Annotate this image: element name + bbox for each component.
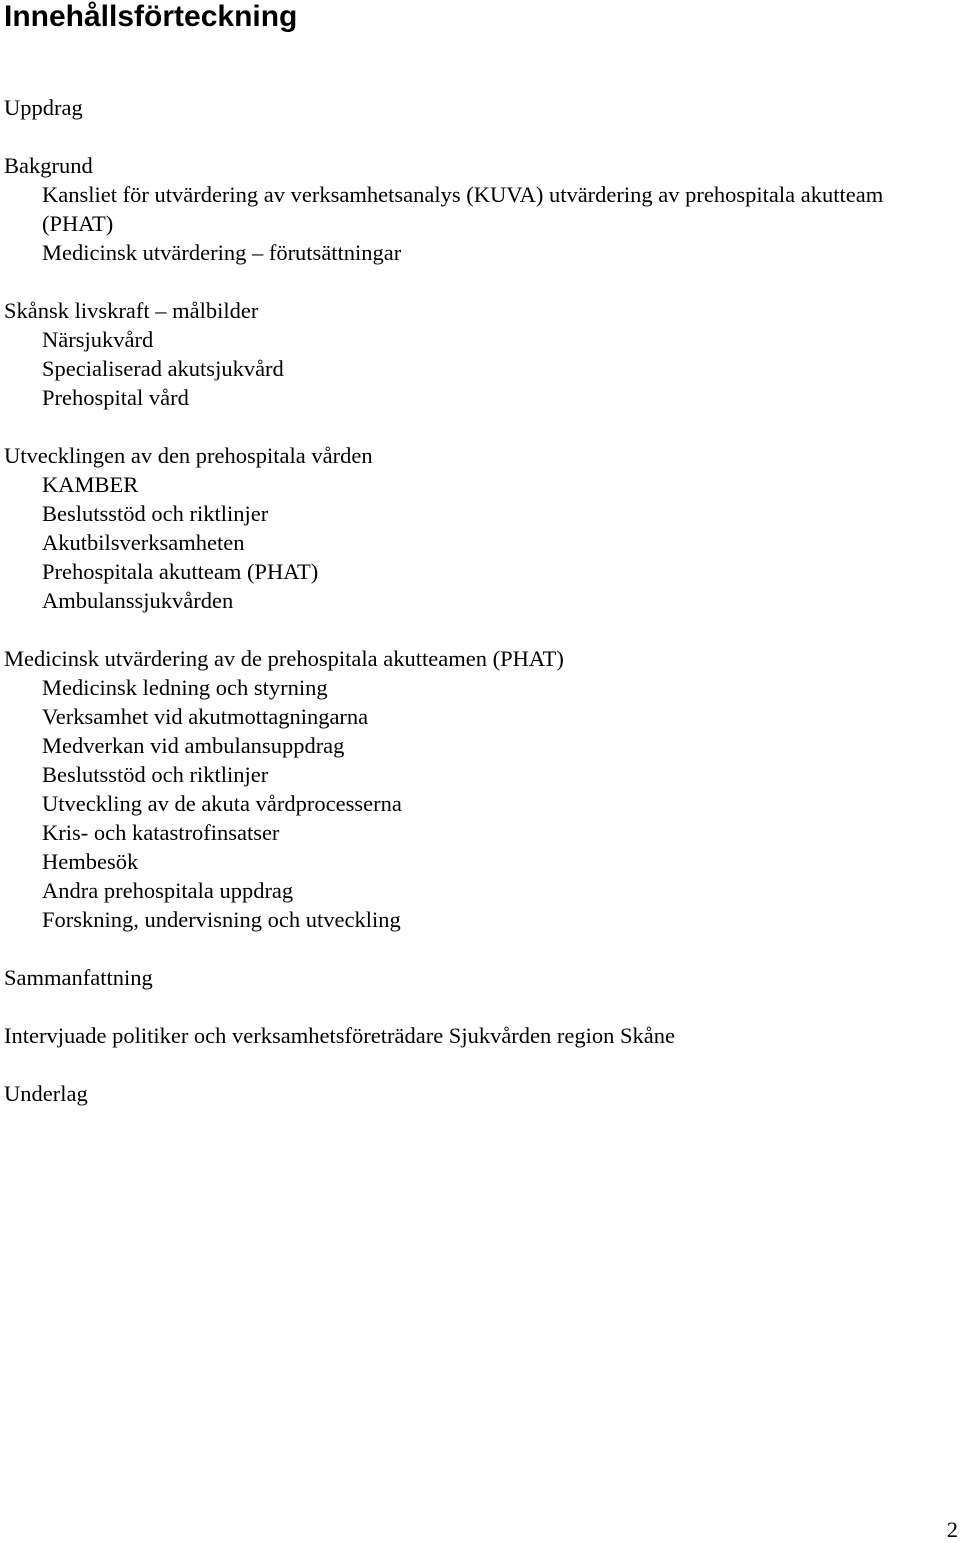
toc-subentry-medicinsk-ledning: Medicinsk ledning och styrning [42,675,328,700]
toc-entry-medicinsk-utvardering-phat: Medicinsk utvärdering av de prehospitala akutteamen (PHAT) [4,646,564,671]
toc-subentry-specialiserad-akutsjukvard: Specialiserad akutsjukvård [42,356,284,381]
toc-entry-skansk-livskraft: Skånsk livskraft – målbilder [4,298,259,323]
toc-entry-intervjuade: Intervjuade politiker och verksamhetsföreträdare Sjukvården region Skåne [4,1023,676,1048]
toc-subentry-kuva: Kansliet för utvärdering av verksamhetsanalys (KUVA) utvärdering av prehospitala akutteam (PHAT) [42,182,884,236]
toc-subentry-prehospital-vard: Prehospital vård [42,385,189,410]
toc-subentry-kris: Kris- och katastrofinsatser [42,820,280,845]
toc-entry-uppdrag: Uppdrag [4,95,83,120]
toc-subentry-prehospitala-akutteam: Prehospitala akutteam (PHAT) [42,559,319,584]
toc-entry-sammanfattning: Sammanfattning [4,965,153,990]
toc-subentry-narsjukvard: Närsjukvård [42,327,154,352]
toc-entry-underlag: Underlag [4,1081,88,1106]
toc-subentry-kamber: KAMBER [42,472,139,497]
toc-entry-utvecklingen: Utvecklingen av den prehospitala vården [4,443,373,468]
toc-entry-bakgrund: Bakgrund [4,153,93,178]
toc-subentry-beslutsstod-2: Beslutsstöd och riktlinjer [42,762,269,787]
page-number: 2 [946,1517,958,1542]
toc-subentry-forskning: Forskning, undervisning och utveckling [42,907,401,932]
toc-subentry-ambulanssjukvarden: Ambulanssjukvården [42,588,234,613]
toc-subentry-hembesok: Hembesök [42,849,139,874]
toc-subentry-ambulansuppdrag: Medverkan vid ambulansuppdrag [42,733,345,758]
toc-subentry-vardprocesser: Utveckling av de akuta vårdprocesserna [42,791,402,816]
toc-subentry-beslutsstod-1: Beslutsstöd och riktlinjer [42,501,269,526]
toc-subentry-medicinsk-utvardering-forutsattningar: Medicinsk utvärdering – förutsättningar [42,240,402,265]
toc-subentry-andra-uppdrag: Andra prehospitala uppdrag [42,878,294,903]
toc-subentry-akutbilsverksamheten: Akutbilsverksamheten [42,530,245,555]
toc-subentry-akutmottagningarna: Verksamhet vid akutmottagningarna [42,704,369,729]
toc-heading: Innehållsförteckning [4,0,298,33]
